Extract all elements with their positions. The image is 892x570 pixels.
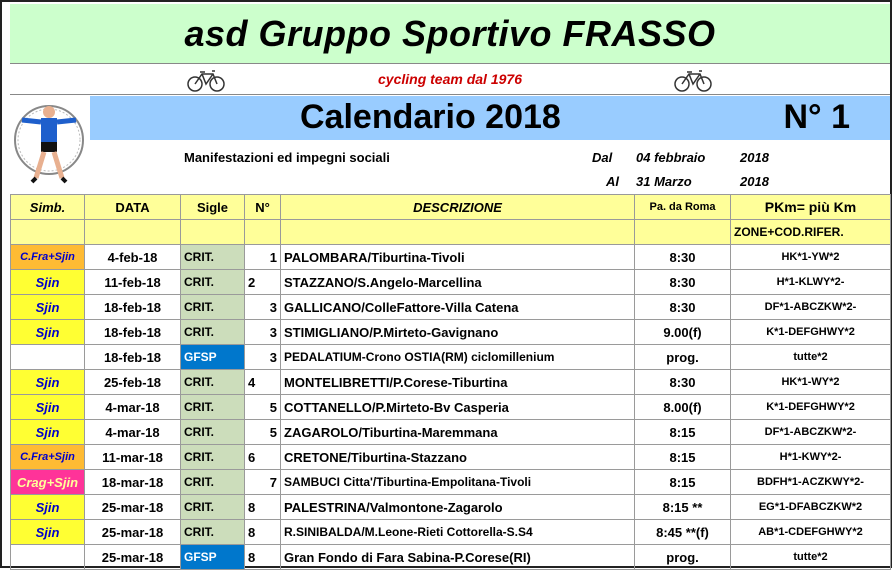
number-cell: 8 [245, 545, 281, 570]
simb-cell: C.Fra+Sjin [11, 245, 85, 270]
from-year: 2018 [740, 150, 769, 165]
col-data: DATA [85, 195, 181, 220]
table-row [11, 545, 891, 570]
table-row [11, 495, 891, 520]
table-row [11, 245, 891, 270]
number-cell: 5 [245, 395, 281, 420]
date-cell: 18-feb-18 [85, 320, 181, 345]
subtitle-banner [10, 65, 890, 95]
to-date: 31 Marzo [636, 174, 692, 189]
departure-cell: prog. [635, 345, 731, 370]
simb-cell: Crag+Sjin [11, 470, 85, 495]
date-cell: 4-mar-18 [85, 395, 181, 420]
description-cell: PEDALATIUM-Crono OSTIA(RM) ciclomillenium [281, 345, 635, 370]
table-row [11, 345, 891, 370]
calendar-title: Calendario 2018 [300, 98, 561, 136]
date-cell: 4-feb-18 [85, 245, 181, 270]
col-sigle: Sigle [181, 195, 245, 220]
description-cell: CRETONE/Tiburtina-Stazzano [281, 445, 635, 470]
departure-cell: 8.00(f) [635, 395, 731, 420]
description-cell: COTTANELLO/P.Mirteto-Bv Casperia [281, 395, 635, 420]
number-cell: 5 [245, 420, 281, 445]
zone-code-cell: AB*1-CDEFGHWY*2 [731, 520, 891, 545]
to-label: Al [606, 174, 619, 189]
description-cell: ZAGAROLO/Tiburtina-Maremmana [281, 420, 635, 445]
date-cell: 25-feb-18 [85, 370, 181, 395]
number-cell: 1 [245, 245, 281, 270]
calendar-number: N° 1 [783, 98, 850, 136]
col-pa: Pa. da Roma [635, 195, 731, 220]
from-label: Dal [592, 150, 613, 165]
founding-subtitle: cycling team dal 1976 [378, 71, 522, 87]
departure-cell: 8:30 [635, 270, 731, 295]
date-cell: 25-mar-18 [85, 495, 181, 520]
events-table [10, 194, 891, 570]
sigle-cell: GFSP [181, 545, 245, 570]
sigle-cell: CRIT. [181, 395, 245, 420]
description-cell: R.SINIBALDA/M.Leone-Rieti Cottorella-S.S4 [281, 520, 635, 545]
sigle-cell: CRIT. [181, 495, 245, 520]
description-cell: PALOMBARA/Tiburtina-Tivoli [281, 245, 635, 270]
col-simb: Simb. [11, 195, 85, 220]
departure-cell: 8:30 [635, 295, 731, 320]
sigle-cell: CRIT. [181, 445, 245, 470]
number-cell: 2 [245, 270, 281, 295]
date-cell: 18-feb-18 [85, 345, 181, 370]
date-cell: 25-mar-18 [85, 545, 181, 570]
club-title: asd Gruppo Sportivo FRASSO [184, 12, 716, 54]
departure-cell: 8:45 **(f) [635, 520, 731, 545]
calendar-banner [90, 96, 890, 140]
cyclist-mascot [10, 96, 88, 192]
zone-code-cell: tutte*2 [731, 345, 891, 370]
number-cell: 4 [245, 370, 281, 395]
sigle-cell: CRIT. [181, 520, 245, 545]
description-cell: MONTELIBRETTI/P.Corese-Tiburtina [281, 370, 635, 395]
description-cell: PALESTRINA/Valmontone-Zagarolo [281, 495, 635, 520]
number-cell: 3 [245, 295, 281, 320]
description-cell: Gran Fondo di Fara Sabina-P.Corese(RI) [281, 545, 635, 570]
departure-cell: 8:15 ** [635, 495, 731, 520]
simb-cell: Sjin [11, 395, 85, 420]
simb-cell: C.Fra+Sjin [11, 445, 85, 470]
description-cell: STAZZANO/S.Angelo-Marcellina [281, 270, 635, 295]
bicycle-icon [673, 68, 713, 92]
zone-code-cell: HK*1-WY*2 [731, 370, 891, 395]
table-row [11, 295, 891, 320]
zone-code-cell: K*1-DEFGHWY*2 [731, 320, 891, 345]
description-cell: STIMIGLIANO/P.Mirteto-Gavignano [281, 320, 635, 345]
sigle-cell: CRIT. [181, 470, 245, 495]
departure-cell: 8:30 [635, 245, 731, 270]
table-row [11, 470, 891, 495]
number-cell: 8 [245, 520, 281, 545]
simb-cell: Sjin [11, 320, 85, 345]
zone-code-cell: H*1-KWY*2- [731, 445, 891, 470]
departure-cell: 8:15 [635, 445, 731, 470]
date-cell: 4-mar-18 [85, 420, 181, 445]
number-cell: 7 [245, 470, 281, 495]
table-header [11, 195, 891, 220]
table-row [11, 420, 891, 445]
number-cell: 8 [245, 495, 281, 520]
date-cell: 25-mar-18 [85, 520, 181, 545]
simb-cell [11, 545, 85, 570]
zone-code-cell: BDFH*1-ACZKWY*2- [731, 470, 891, 495]
period-info [90, 140, 890, 192]
from-date: 04 febbraio [636, 150, 706, 165]
zone-code-cell: H*1-KLWY*2- [731, 270, 891, 295]
departure-cell: 8:30 [635, 370, 731, 395]
to-year: 2018 [740, 174, 769, 189]
col-num: N° [245, 195, 281, 220]
zone-code-cell: K*1-DEFGHWY*2 [731, 395, 891, 420]
col-zone: ZONE+COD.RIFER. [731, 220, 891, 245]
sigle-cell: CRIT. [181, 270, 245, 295]
sigle-cell: CRIT. [181, 370, 245, 395]
number-cell: 3 [245, 345, 281, 370]
simb-cell: Sjin [11, 295, 85, 320]
description-cell: SAMBUCI Citta'/Tiburtina-Empolitana-Tivoli [281, 470, 635, 495]
table-row [11, 370, 891, 395]
table-row [11, 445, 891, 470]
description-cell: GALLICANO/ColleFattore-Villa Catena [281, 295, 635, 320]
events-caption: Manifestazioni ed impegni sociali [184, 150, 390, 165]
table-subheader [11, 220, 891, 245]
departure-cell: 9.00(f) [635, 320, 731, 345]
simb-cell: Sjin [11, 520, 85, 545]
date-cell: 11-feb-18 [85, 270, 181, 295]
zone-code-cell: tutte*2 [731, 545, 891, 570]
simb-cell: Sjin [11, 420, 85, 445]
number-cell: 3 [245, 320, 281, 345]
date-cell: 18-feb-18 [85, 295, 181, 320]
date-cell: 11-mar-18 [85, 445, 181, 470]
cyclist-wheel-icon [10, 96, 88, 192]
number-cell: 6 [245, 445, 281, 470]
date-cell: 18-mar-18 [85, 470, 181, 495]
departure-cell: prog. [635, 545, 731, 570]
title-banner [10, 4, 890, 64]
sigle-cell: CRIT. [181, 420, 245, 445]
table-row [11, 520, 891, 545]
sigle-cell: CRIT. [181, 245, 245, 270]
zone-code-cell: DF*1-ABCZKW*2- [731, 295, 891, 320]
sigle-cell: CRIT. [181, 295, 245, 320]
zone-code-cell: DF*1-ABCZKW*2- [731, 420, 891, 445]
simb-cell [11, 345, 85, 370]
simb-cell: Sjin [11, 370, 85, 395]
table-row [11, 270, 891, 295]
sigle-cell: GFSP [181, 345, 245, 370]
col-pk: PKm= più Km [731, 195, 891, 220]
simb-cell: Sjin [11, 495, 85, 520]
departure-cell: 8:15 [635, 420, 731, 445]
col-descrizione: DESCRIZIONE [281, 195, 635, 220]
zone-code-cell: EG*1-DFABCZKW*2 [731, 495, 891, 520]
zone-code-cell: HK*1-YW*2 [731, 245, 891, 270]
table-row [11, 395, 891, 420]
table-row [11, 320, 891, 345]
simb-cell: Sjin [11, 270, 85, 295]
departure-cell: 8:15 [635, 470, 731, 495]
sigle-cell: CRIT. [181, 320, 245, 345]
